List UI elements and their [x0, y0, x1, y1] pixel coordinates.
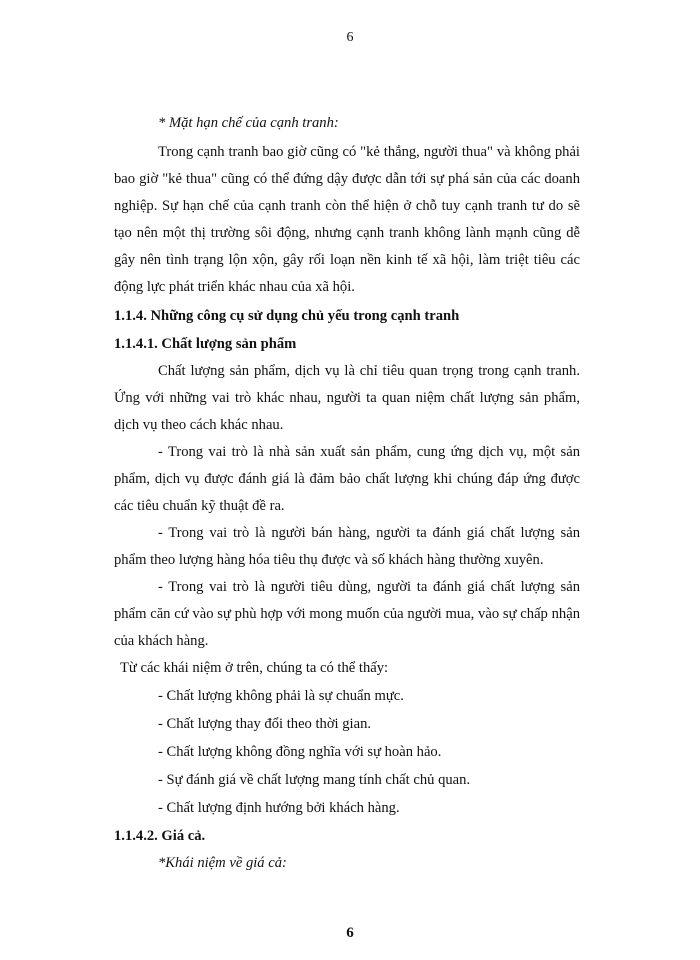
role-consumer-paragraph: - Trong vai trò là người tiêu dùng, người ta đánh giá chất lượng sản phẩm căn cứ vào sự phù hợp với mong muốn của người mua, vào sự chấp nhận của khách hàng. [114, 579, 580, 649]
limits-paragraph: Trong cạnh tranh bao giờ cũng có "kẻ thắng, người thua" và không phải bao giờ "kẻ thua" cũng có thể đứng dậy được dẫn tới sự phá sản của các doanh nghiệp. Sự hạn chế của cạnh tranh còn thể hiện ở chỗ tuy cạnh tranh tư do sẽ tạo nên một thị trường sôi động, nhưng cạnh tranh không lành mạnh cũng dễ gây nên tình trạng lộn xộn, gây rối loạn nền kinh tế xã hội, làm triệt tiêu các động lực phát triển khác nhau của xã hội. [114, 144, 580, 295]
concepts-list [114, 682, 580, 822]
section-heading-1-1-4: 1.1.4. Những công cụ sử dụng chủ yếu trong cạnh tranh [114, 308, 460, 324]
quality-intro-paragraph: Chất lượng sản phẩm, dịch vụ là chỉ tiêu quan trọng trong cạnh tranh. Ứng với những vai trò khác nhau, người ta quan niệm chất lượng sản phẩm, dịch vụ theo cách khác nhau. [114, 363, 580, 433]
page-number-bottom: 6 [346, 925, 354, 941]
list-item: - Chất lượng định hướng bởi khách hàng. [158, 800, 400, 816]
section-heading-1-1-4-2: 1.1.4.2. Giá cả. [114, 828, 206, 844]
page-number-top: 6 [346, 30, 354, 45]
role-seller-paragraph: - Trong vai trò là người bán hàng, người ta đánh giá chất lượng sản phẩm theo lượng hàng hóa tiêu thụ được và số khách hàng thường xuyên. [114, 525, 580, 568]
section-heading-1-1-4-1: 1.1.4.1. Chất lượng sản phẩm [114, 336, 297, 352]
limits-heading: * Mặt hạn chế của cạnh tranh: [158, 115, 339, 131]
price-concept-heading: *Khái niệm về giá cả: [158, 855, 287, 871]
concepts-lead: Từ các khái niệm ở trên, chúng ta có thể thấy: [120, 660, 389, 676]
list-item: - Chất lượng không đồng nghĩa với sự hoàn hảo. [158, 744, 442, 760]
list-item: - Sự đánh giá về chất lượng mang tính chất chủ quan. [158, 772, 471, 788]
list-item: - Chất lượng thay đổi theo thời gian. [158, 716, 372, 732]
list-item: - Chất lượng không phải là sự chuẩn mực. [158, 688, 404, 704]
page-content [114, 110, 580, 877]
role-producer-paragraph: - Trong vai trò là nhà sản xuất sản phẩm, cung ứng dịch vụ, một sản phẩm, dịch vụ được đánh giá là đảm bảo chất lượng khi chúng đáp ứng được các tiêu chuẩn kỹ thuật đề ra. [114, 444, 580, 514]
